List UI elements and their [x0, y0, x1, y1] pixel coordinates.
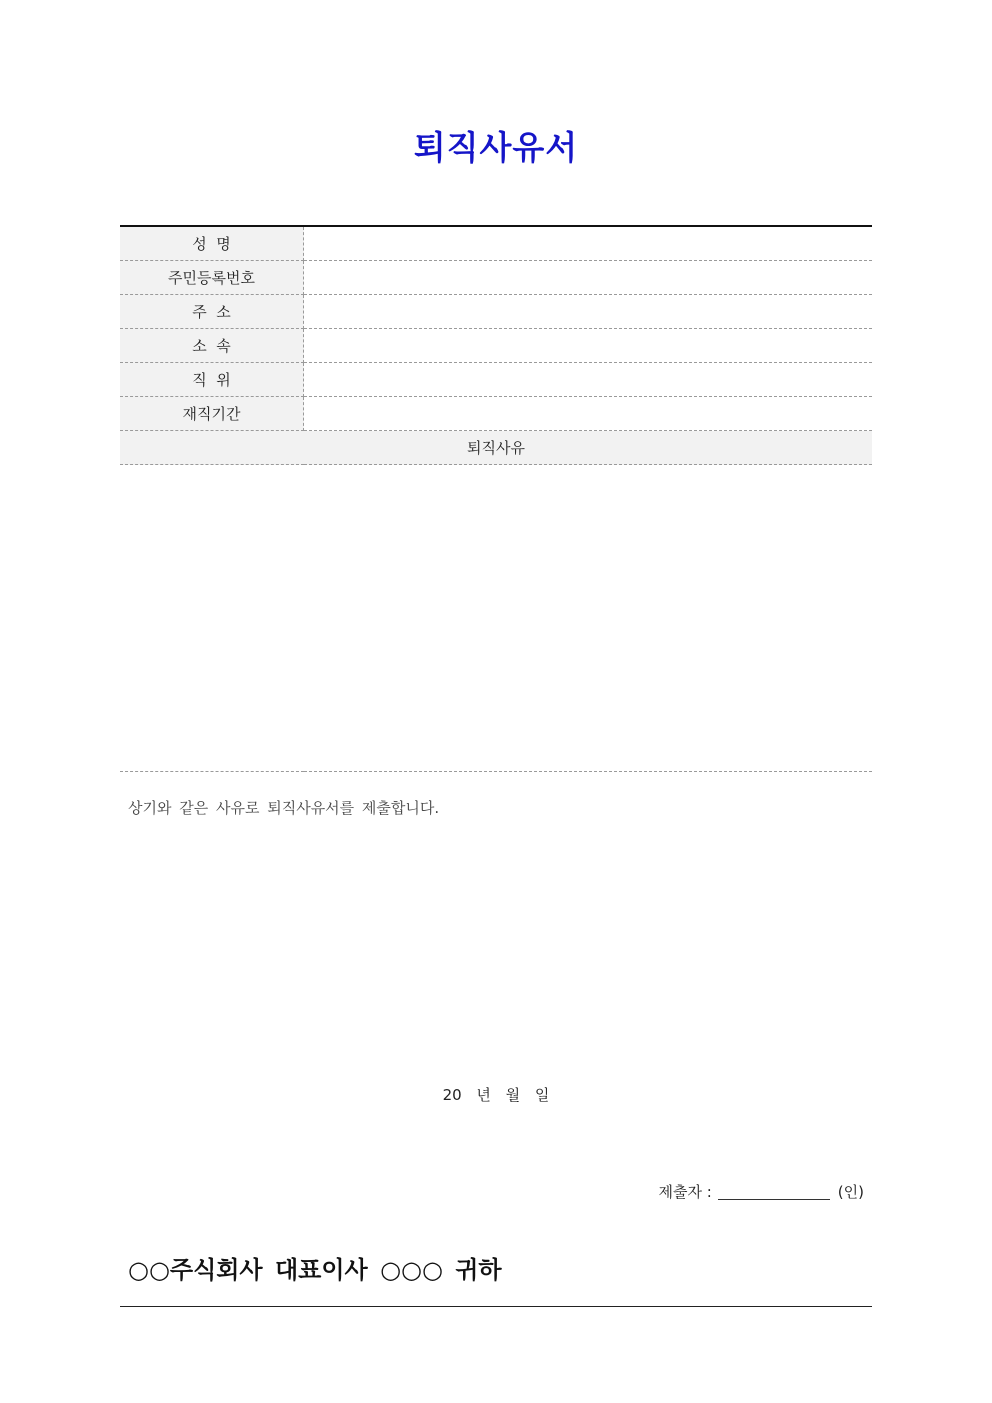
bottom-divider	[120, 1306, 872, 1307]
submission-statement: 상기와 같은 사유로 퇴직사유서를 제출합니다.	[128, 799, 440, 817]
tenure-label: 재직기간	[120, 397, 304, 431]
reason-heading: 퇴직사유	[120, 431, 872, 465]
resident-number-label: 주민등록번호	[120, 261, 304, 295]
table-row	[120, 431, 872, 465]
table-row	[120, 261, 872, 295]
address-field[interactable]	[304, 295, 873, 329]
position-label: 직 위	[120, 363, 304, 397]
personal-info-table	[120, 225, 872, 772]
name-field[interactable]	[304, 226, 873, 261]
table-row	[120, 397, 872, 431]
affiliation-label: 소 속	[120, 329, 304, 363]
table-row	[120, 329, 872, 363]
name-label: 성 명	[120, 226, 304, 261]
table-row	[120, 465, 872, 772]
table-row	[120, 226, 872, 261]
submitter-label: 제출자 :	[658, 1183, 712, 1201]
date-line: 20 년 월 일	[442, 1086, 550, 1104]
reason-body-field[interactable]	[120, 465, 872, 772]
address-label: 주 소	[120, 295, 304, 329]
submitter-signature	[659, 1181, 865, 1202]
signature-line-field[interactable]	[718, 1183, 830, 1200]
resident-number-field[interactable]	[304, 261, 873, 295]
addressee-line: ○○주식회사 대표이사 ○○○ 귀하	[128, 1256, 502, 1284]
affiliation-field[interactable]	[304, 329, 873, 363]
tenure-field[interactable]	[304, 397, 873, 431]
table-row	[120, 295, 872, 329]
document-title: 퇴직사유서	[413, 128, 579, 167]
position-field[interactable]	[304, 363, 873, 397]
seal-label: (인)	[837, 1183, 864, 1201]
table-row	[120, 363, 872, 397]
